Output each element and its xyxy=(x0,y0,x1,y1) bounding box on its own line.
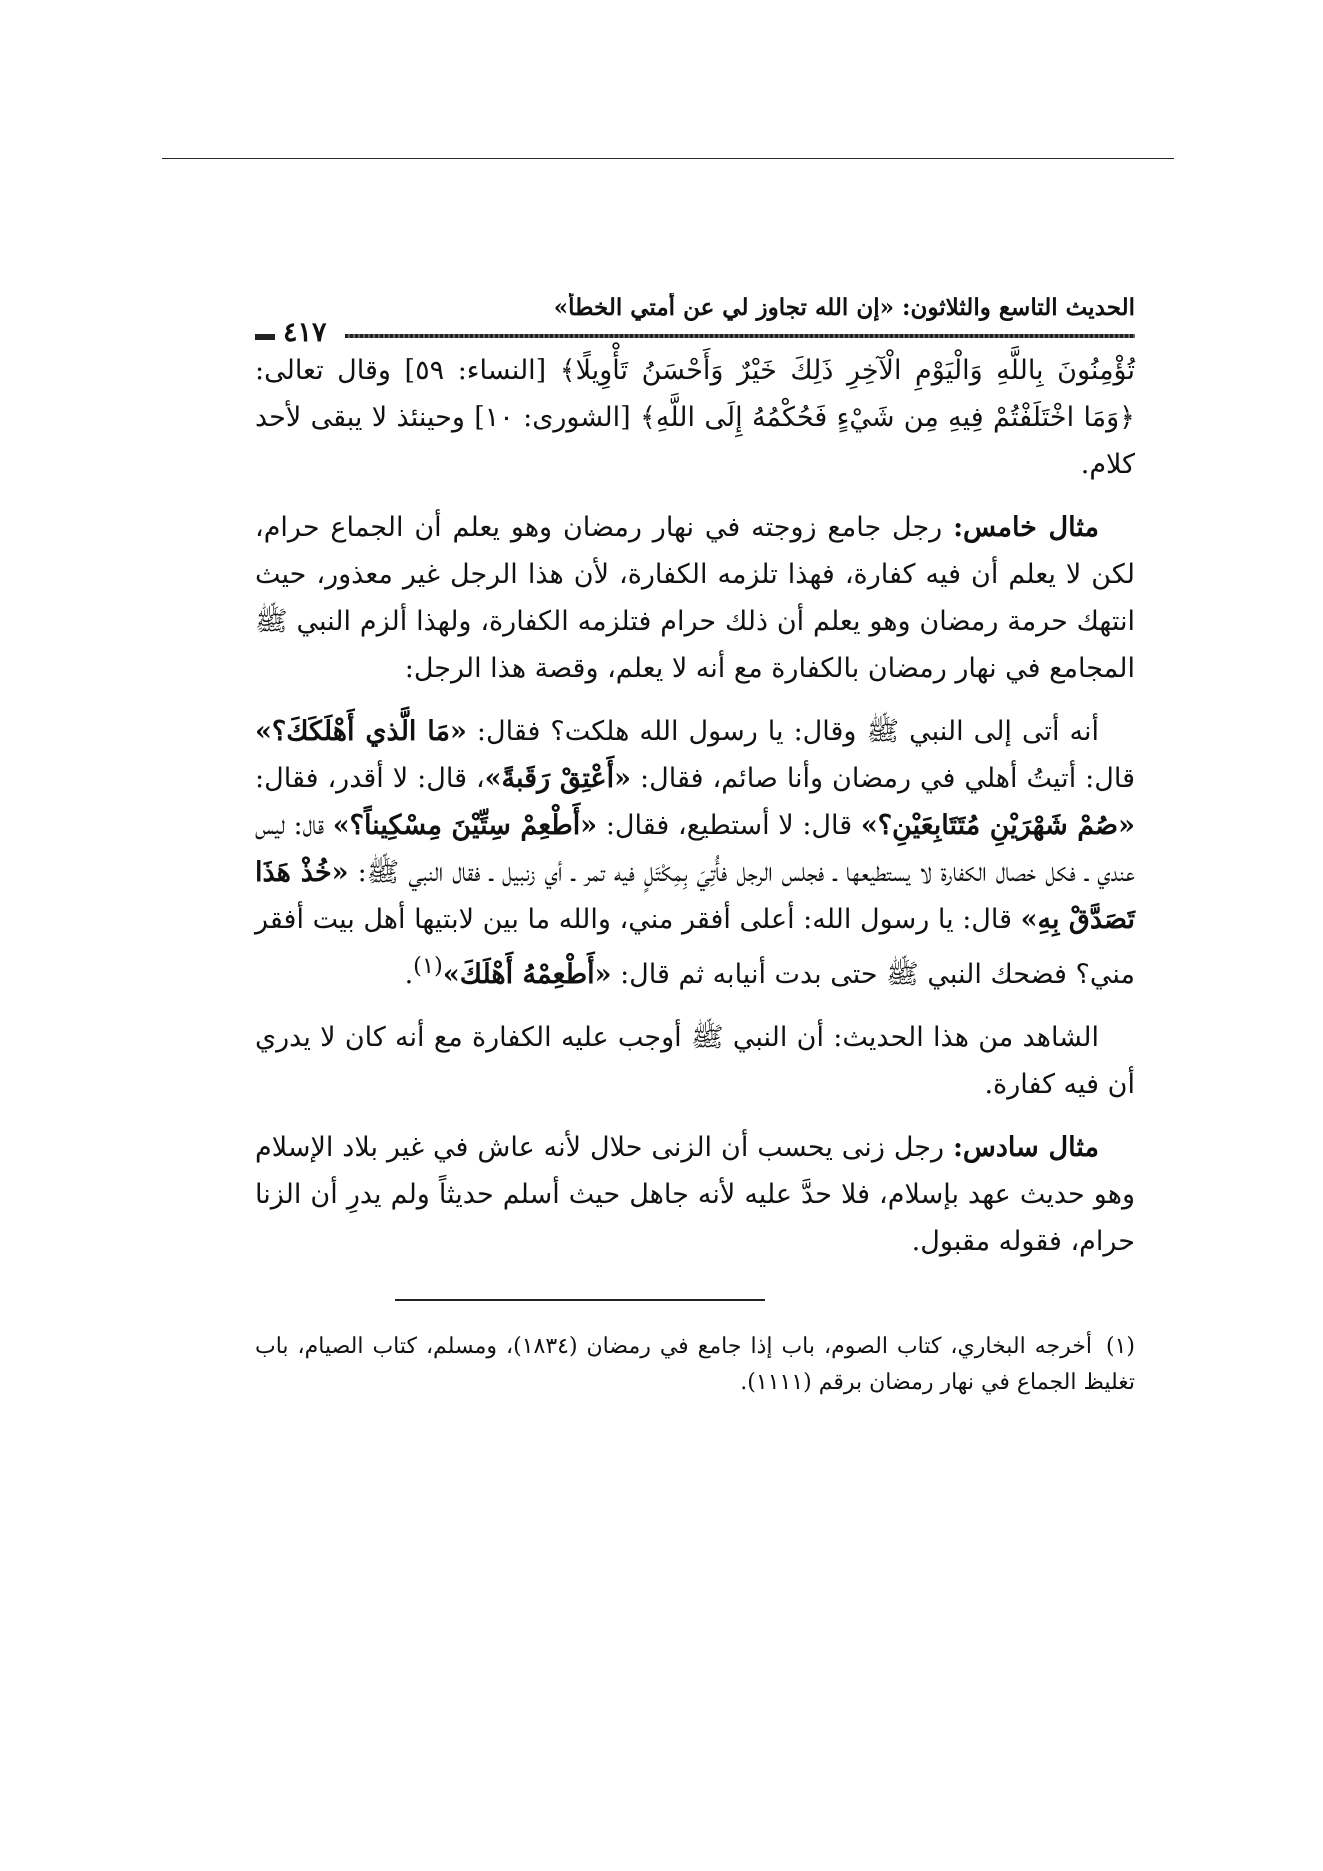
story-text-2: قال: أتيتُ أهلي في رمضان وأنا صائم، فقال: xyxy=(631,763,1136,794)
witness-paragraph: الشاهد من هذا الحديث: أن النبي ﷺ أوجب عليه الكفارة مع أنه كان لا يدري أن فيه كفارة. xyxy=(255,1022,1135,1100)
example-six-text: رجل زنى يحسب أن الزنى حلال لأنه عاش في غير بلاد الإسلام وهو حديث عهد بإسلام، فلا حدَّ عليه لأنه جاهل حيث أسلم حديثاً ولم يدرِ أن الزنا حرام، فقوله مقبول. xyxy=(255,1132,1135,1257)
example-six-paragraph xyxy=(255,1124,1135,1265)
header-rule xyxy=(255,317,1135,348)
quran-quote-paragraph: تُؤْمِنُونَ بِاللَّهِ وَالْيَوْمِ الْآخِرِ ذَلِكَ خَيْرٌ وَأَحْسَنُ تَأْوِيلًا﴾ [النساء: ٥٩] وقال تعالى: ﴿وَمَا اخْتَلَفْتُمْ فِيهِ مِن شَيْءٍ فَحُكْمُهُ إِلَى اللَّهِ﴾ [الشورى: ١٠] وحينئذ لا يبقى لأحد كلام. xyxy=(255,355,1135,480)
story-text-4: قال: لا أستطيع، فقال: xyxy=(597,810,861,841)
prophet-quote-4: «أَطْعِمْ سِتِّيْنَ مِسْكِيناً؟» xyxy=(332,810,598,841)
story-text-1: أنه أتى إلى النبي ﷺ وقال: يا رسول الله هلكت؟ فقال: xyxy=(466,716,1099,747)
page-number: ٤١٧ xyxy=(277,317,333,349)
prophet-quote-5: «خُذْ هَذَا تَصَدَّقْ بِهِ» xyxy=(255,857,1135,935)
story-text-6: قال: يا رسول الله: أعلى أفقر مني، والله ما بين لابتيها أهل بيت أفقر مني؟ فضحك النبي ﷺ حتى بدت أنيابه ثم قال: xyxy=(255,904,1135,990)
footnote-separator xyxy=(395,1299,765,1301)
story-paragraph xyxy=(255,708,1135,998)
example-six-lead: مثال سادس: xyxy=(952,1132,1099,1163)
example-five-paragraph xyxy=(255,504,1135,692)
example-five-lead: مثال خامس: xyxy=(953,512,1099,543)
prophet-quote-6: «أَطْعِمْهُ أَهْلَكَ» xyxy=(442,959,612,990)
story-text-3: ، قال: لا أقدر، فقال: xyxy=(255,763,485,794)
prophet-quote-3: «صُمْ شَهْرَيْنِ مُتَتَابِعَيْنِ؟» xyxy=(860,810,1135,841)
top-rule xyxy=(162,158,1174,159)
story-end: . xyxy=(404,959,414,990)
prophet-quote-1: «مَا الَّذي أَهْلَكَكَ؟» xyxy=(255,716,467,747)
footnote-text: أخرجه البخاري، كتاب الصوم، باب إذا جامع في رمضان (١٨٣٤)، ومسلم، كتاب الصيام، باب تغليظ الجماع في نهار رمضان برقم (١١١١). xyxy=(255,1334,1135,1395)
story-text-5: قال: ليس عندي ـ فكل خصال الكفارة لا يستطيعها ـ فجلس الرجل فأُتِيَ بِمِكْتَلٍ فيه تمر ـ أي زنبيل ـ فقال النبي ﷺ: xyxy=(255,810,1135,888)
header-rule-end-mark xyxy=(255,334,275,340)
example-five-text: رجل جامع زوجته في نهار رمضان وهو يعلم أن الجماع حرام، لكن لا يعلم أن فيه كفارة، فهذا تلزمه الكفارة، لأن هذا الرجل غير معذور، حيث انتهك حرمة رمضان وهو يعلم أن ذلك حرام فتلزمه الكفارة، ولهذا ألزم النبي ﷺ المجامع في نهار رمضان بالكفارة مع أنه لا يعلم، وقصة هذا الرجل: xyxy=(255,512,1135,684)
running-head: الحديث التاسع والثلاثون: «إن الله تجاوز لي عن أمتي الخطأ» xyxy=(553,294,1135,321)
prophet-quote-2: «أَعْتِقْ رَقَبةً» xyxy=(484,763,632,794)
footnote-ref: (١) xyxy=(413,953,443,979)
footnote xyxy=(255,1329,1135,1401)
book-page xyxy=(255,293,1135,1401)
footnote-number: (١) xyxy=(1105,1334,1135,1359)
header-rule-line xyxy=(345,334,1135,338)
